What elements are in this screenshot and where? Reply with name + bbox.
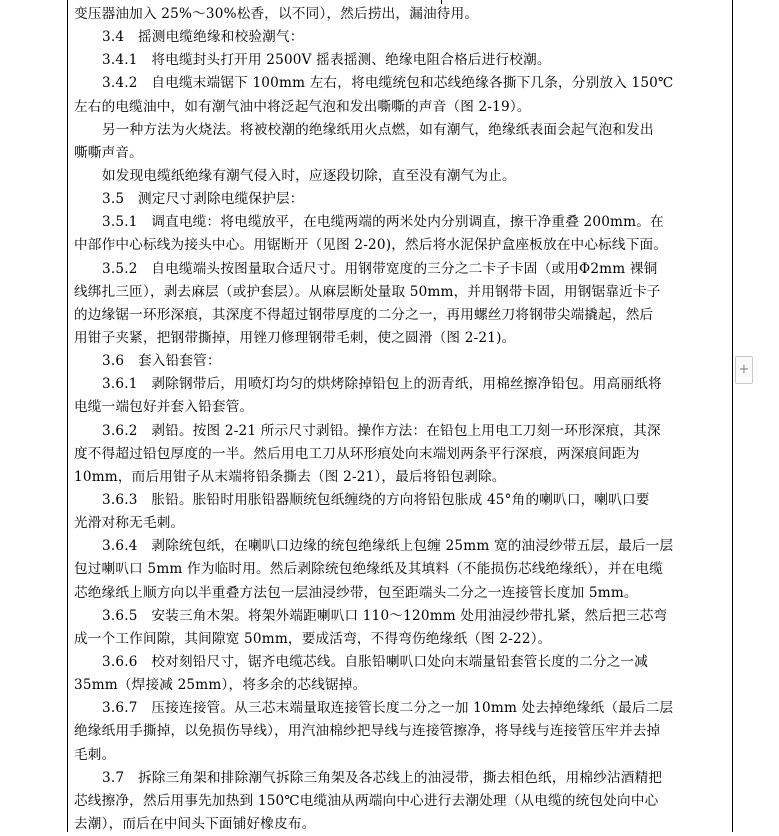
text-line: 3.6.1 剥除钢带后，用喷灯均匀的烘烤除掉铅包上的沥青纸，用棉丝擦净铅包。用高丽纸将 [102,376,662,393]
text-line: 3.6.2 剥铅。按图 2-21 所示尺寸剥铅。操作方法：在铅包上用电工刀刻一环形深痕，其深 [102,422,661,439]
text-line: 左右的电缆油中，如有潮气油中将泛起气泡和发出嘶嘶的声音（图 2-19）。 [74,98,531,115]
text-line: 绝缘纸用手撕掉，以免损伤导线），用汽油棉纱把导线与连接管擦净，将导线与连接管压牢并去掉 [74,723,661,740]
text-line: 另一种方法为火烧法。将被校潮的绝缘纸用火点燃，如有潮气，绝缘纸表面会起气泡和发出 [102,121,654,138]
text-line: 3.4.2 自电缆末端锯下 100mm 左右，将电缆统包和芯线绝缘各撕下几条，分别放入 150℃ [102,75,674,92]
text-line: 电缆一端包好并套入铅套管。 [74,399,254,416]
text-line: 3.4.1 将电缆封头打开用 2500V 摇表摇测、绝缘电阻合格后进行校潮。 [102,52,551,69]
text-line: 的边缘锯一环形深痕，其深度不得超过钢带厚度的二分之一，再用螺丝刀将钢带尖端撬起，然后 [74,306,654,323]
text-line: 3.4 摇测电缆绝缘和校验潮气： [102,29,304,46]
text-line: 3.7 拆除三角架和排除潮气拆除三角架及各芯线上的油浸带，撕去相色纸，用棉纱沾酒精把 [102,769,663,786]
text-line: 毛刺。 [74,746,116,763]
text-line: 35mm（焊接减 25mm），将多余的芯线锯掉。 [74,677,367,694]
text-line: 3.6.7 压接连接管。从三芯末端量取连接管长度二分之一加 10mm 处去掉绝缘纸（最后二层 [102,700,674,717]
text-line: 去潮），而后在中间头下面铺好橡皮布。 [74,815,316,832]
text-line: 3.6.3 胀铅。胀铅时用胀铅器顺统包纸缠绕的方向将铅包胀成 45°角的喇叭口，喇叭口要 [102,491,650,508]
text-line: 3.6.6 校对刻铅尺寸，锯齐电缆芯线。自胀铅喇叭口处向末端量铅套管长度的二分之一减 [102,653,648,670]
text-line: 用钳子夹紧，把钢带撕掉，用锉刀修理钢带毛刺，使之圆滑（图 2-21)。 [74,329,516,346]
text-line: 芯绝缘纸上顺方向以半重叠方法包一层油浸纱带，包至距端头二分之一连接管长度加 5mm。 [74,584,638,601]
text-line: 如发现电缆纸绝缘有潮气侵入时，应逐段切除，直至没有潮气为止。 [102,167,516,184]
text-line: 线绑扎三匝），剥去麻层（或护套层）。从麻层断处量取 50mm，并用钢带卡固，用钢锯靠近卡子 [74,283,661,300]
text-line: 光滑对称无毛刺。 [74,515,185,532]
text-line: 3.5.2 自电缆端头按图量取合适尺寸。用钢带宽度的三分之二卡子卡固（或用Φ2mm 裸铜 [102,260,658,277]
text-line: 3.5.1 调直电缆：将电缆放平，在电缆两端的两米处内分别调直，擦干净重叠 200mm。在 [102,214,664,231]
text-line: 度不得超过铅包厚度的一半。然后用电工刀从环形痕处向末端划两条平行深痕，两深痕间距为 [74,445,640,462]
text-line: 中部作中心标线为接头中心。用锯断开（见图 2-20)，然后将水泥保护盒座板放在中心标线下面。 [74,237,668,254]
text-line: 成一个工作间隙，其间隙宽 50mm，要成活弯，不得弯伤绝缘纸（图 2-22）。 [74,630,552,647]
text-line: 芯线擦净，然后用事先加热到 150℃电缆油从两端向中心进行去潮处理（从电缆的统包处向中心 [74,792,659,809]
text-line: 包过喇叭口 5mm 作为临时用。然后剥除统包绝缘纸及其填料（不能损伤芯线绝缘纸），并在电缆 [74,561,664,578]
text-line: 3.6.5 安装三角木架。将架外端距喇叭口 110～120mm 处用油浸纱带扎紧，然后把三芯弯 [102,607,668,624]
text-line: 3.5 测定尺寸剥除电缆保护层： [102,191,304,208]
text-line: 10mm，而后用钳子从末端将铅条撕去（图 2-21），最后将铅包剥除。 [74,468,506,485]
text-line: 3.6 套入铅套管： [102,353,221,370]
text-line: 3.6.4 剥除统包纸，在喇叭口边缘的统包绝缘纸上包缠 25mm 宽的油浸纱带五层，最后一层 [102,538,674,555]
text-line: 嘶嘶声音。 [74,144,143,161]
text-line: 变压器油加入 25%～30%松香，以不同），然后捞出，漏油待用。 [74,6,479,22]
expand-handle[interactable] [735,356,753,384]
document-body [74,3,730,836]
plus-icon: + [738,362,750,377]
